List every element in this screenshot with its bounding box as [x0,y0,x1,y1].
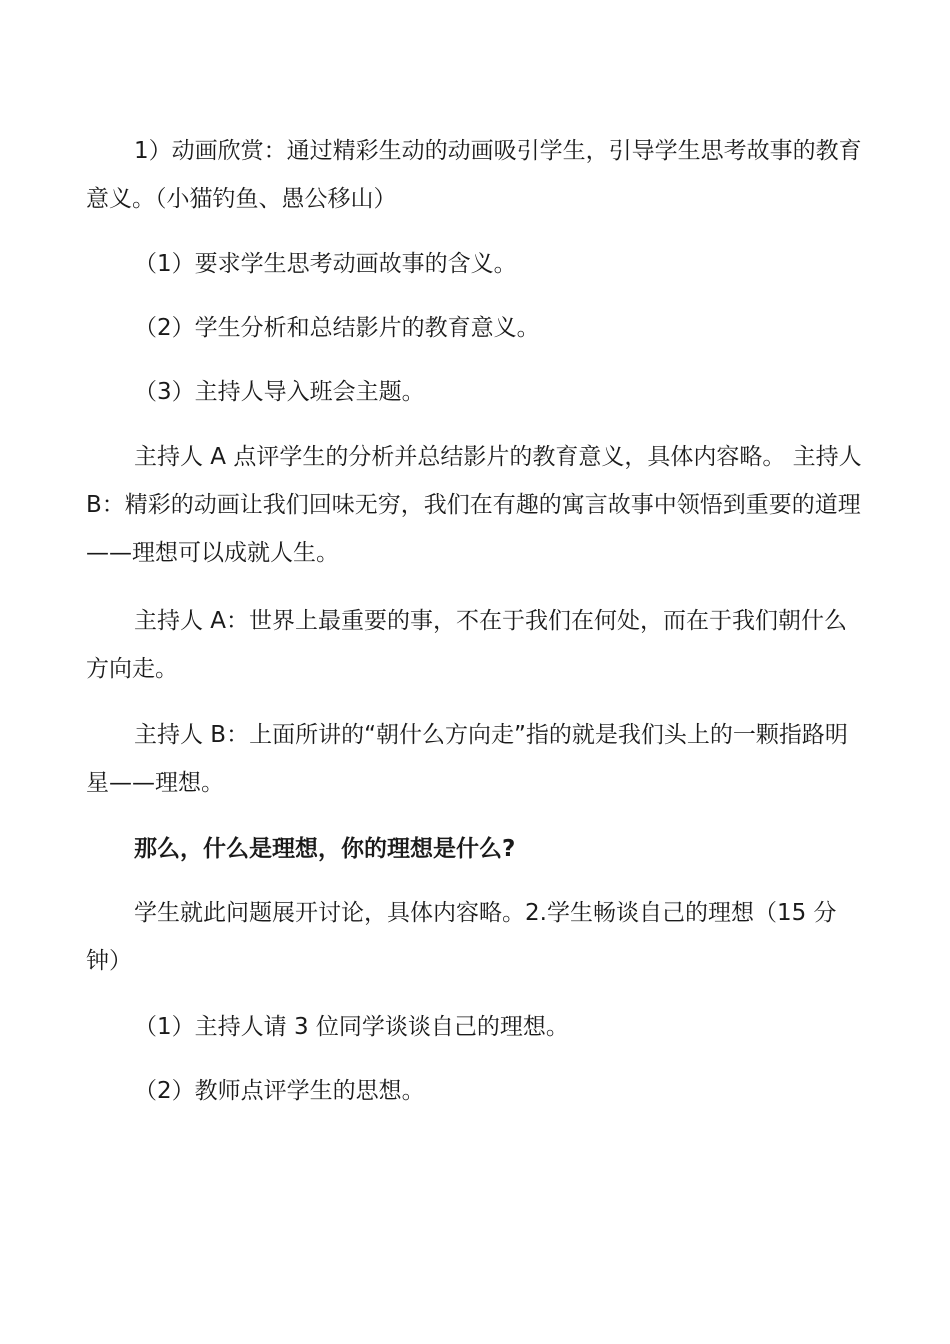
paragraph-substep-1: （1）主持人请 3 位同学谈谈自己的理想。 [134,1014,569,1040]
paragraph-discussion: 学生就此问题展开讨论，具体内容略。2.学生畅谈自己的理想（15 分钟） [86,900,837,974]
paragraph-animation-appreciation: 1）动画欣赏：通过精彩生动的动画吸引学生，引导学生思考故事的教育意义。（小猫钓鱼、愚公移山） [86,138,862,212]
paragraph-substep-2: （2）教师点评学生的思想。 [134,1078,425,1104]
paragraph-step-2: （2）学生分析和总结影片的教育意义。 [134,315,540,341]
paragraph-step-3: （3）主持人导入班会主题。 [134,379,425,405]
paragraph-step-1: （1）要求学生思考动画故事的含义。 [134,251,517,277]
paragraph-host-a-b-comment: 主持人 A 点评学生的分析并总结影片的教育意义，具体内容略。 主持人 B：精彩的动画让我们回味无穷，我们在有趣的寓言故事中领悟到重要的道理——理想可以成就人生。 [86,444,862,566]
paragraph-host-b-quote: 主持人 B：上面所讲的“朝什么方向走”指的就是我们头上的一颗指路明星——理想。 [86,722,848,796]
paragraph-question-heading: 那么，什么是理想，你的理想是什么? [134,836,516,862]
paragraph-host-a-quote: 主持人 A：世界上最重要的事，不在于我们在何处，而在于我们朝什么方向走。 [86,608,848,682]
